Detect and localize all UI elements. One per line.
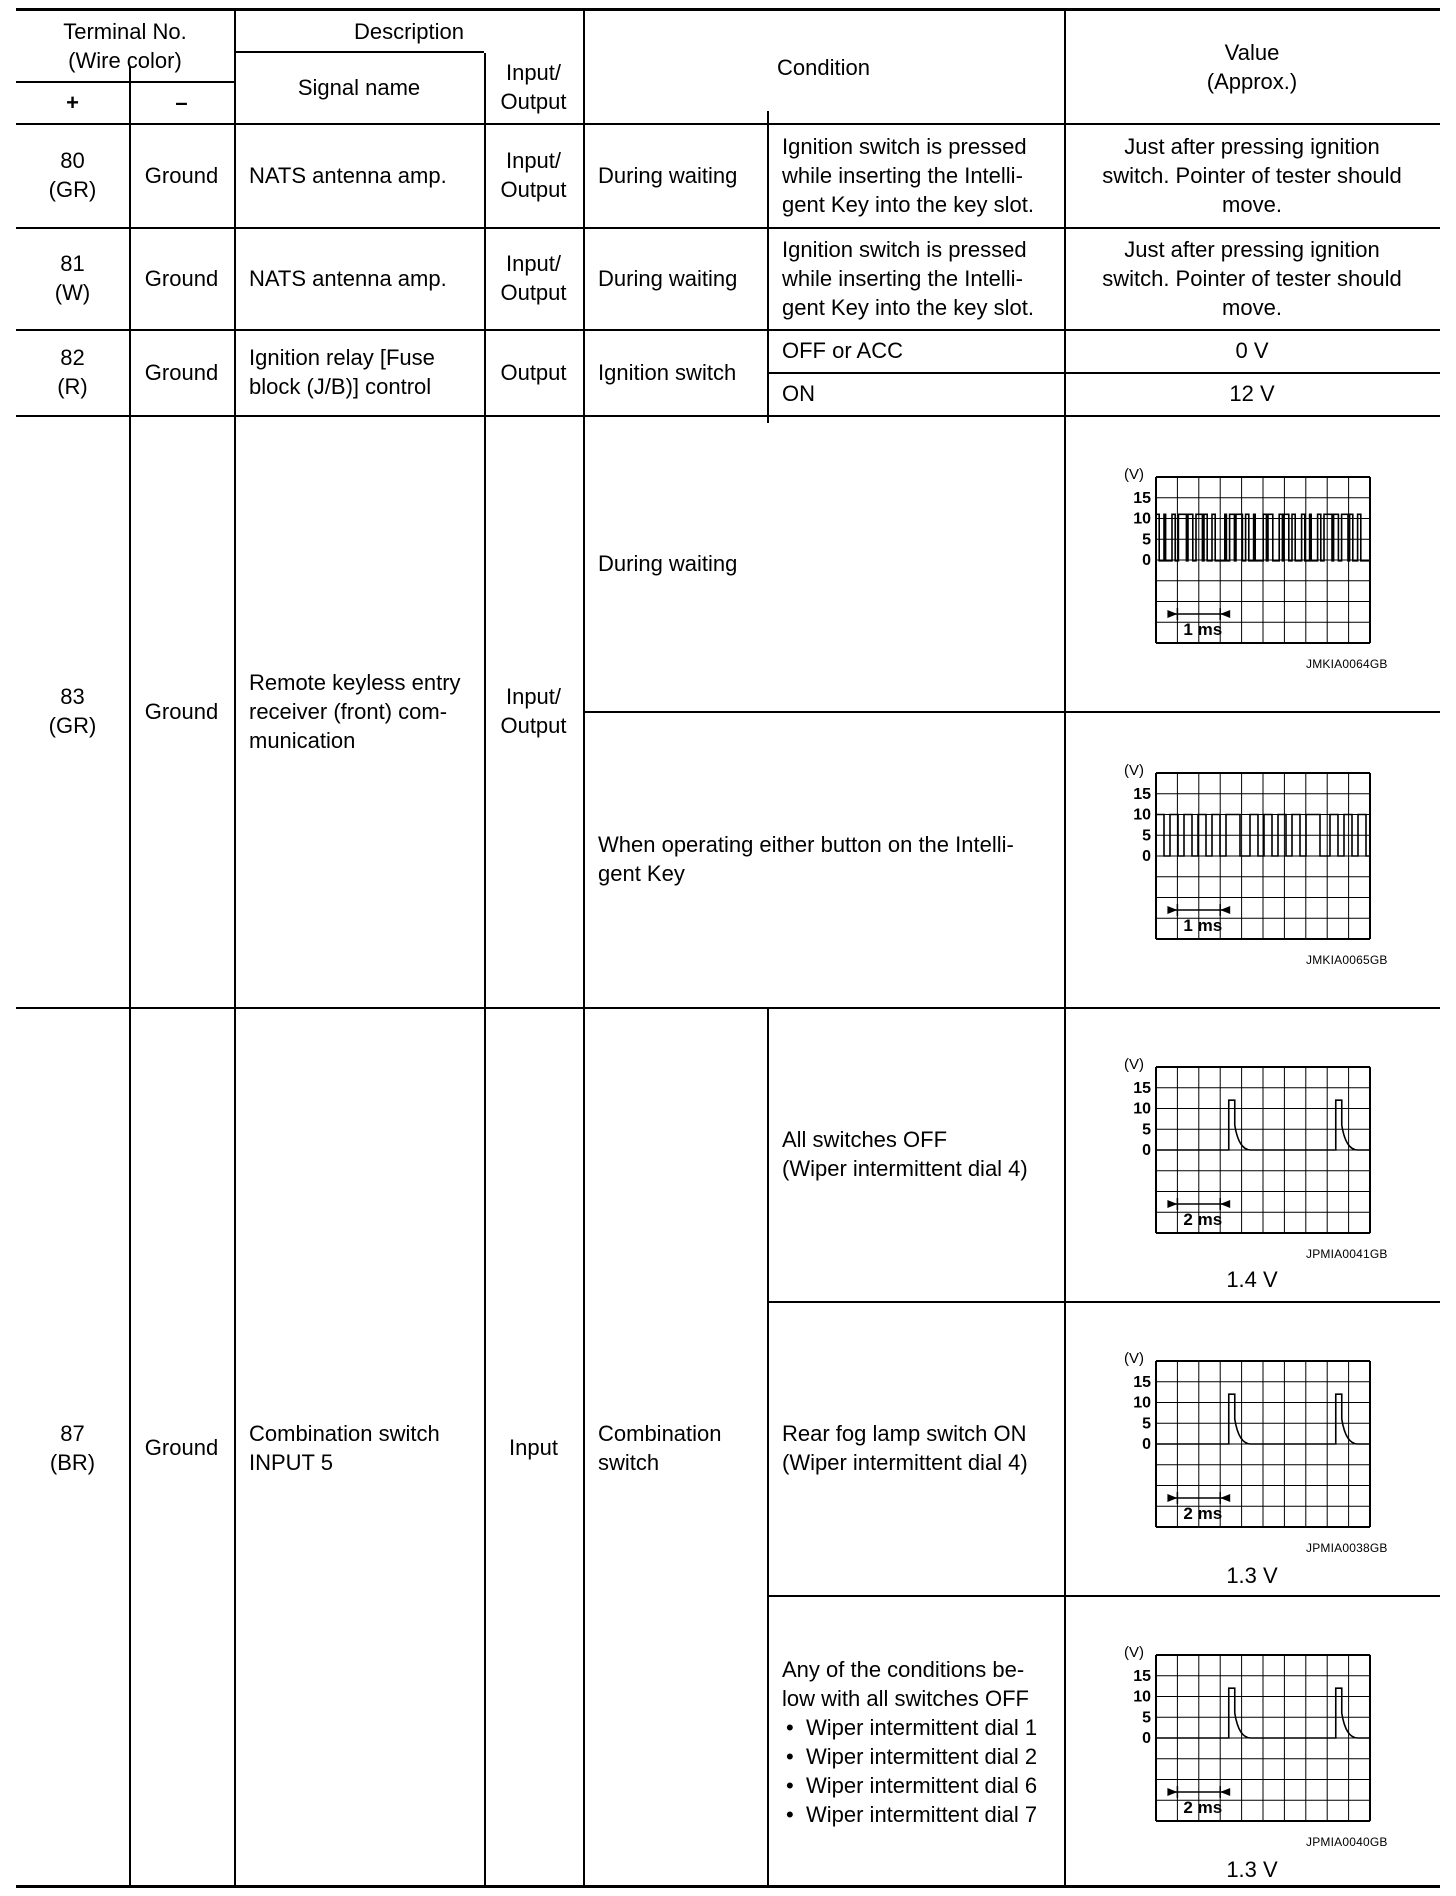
axis-tick-label: 10	[1133, 1394, 1151, 1412]
oscilloscope-svg	[1106, 759, 1386, 953]
condition-main: Combination switch	[598, 1420, 722, 1475]
signal-name: NATS antenna amp.	[249, 265, 447, 291]
terminal-number: 82 (R)	[57, 345, 88, 399]
condition-detail: OFF or ACC	[782, 338, 904, 363]
terminal-number: 80 (GR)	[48, 148, 97, 202]
terminal-minus: Ground	[144, 265, 219, 291]
axis-tick-label: 5	[1142, 1709, 1151, 1727]
time-marker-arrow	[1167, 906, 1177, 914]
header-condition: Condition	[777, 54, 870, 80]
bullet-item: • Wiper intermittent dial 6	[782, 1771, 1037, 1800]
terminal-table	[16, 8, 1440, 1888]
terminal-minus: Ground	[144, 162, 219, 188]
value-text: Just after pressing ignition switch. Pointer of tester should move.	[1102, 236, 1402, 320]
terminal-minus: Ground	[144, 359, 219, 385]
time-marker-arrow	[1167, 1788, 1177, 1796]
axis-unit: (V)	[1124, 1056, 1144, 1073]
condition-detail: Ignition switch is pressed while inserting the Intelli- gent Key into the key slot.	[782, 236, 1034, 320]
input-output: Input/ Output	[500, 684, 567, 738]
time-div-label: 2 ms	[1183, 1797, 1223, 1817]
value-text: 0 V	[1235, 338, 1269, 363]
oscilloscope-figure	[1106, 1053, 1386, 1252]
axis-tick-label: 5	[1142, 1121, 1151, 1139]
oscilloscope-svg	[1106, 1347, 1386, 1541]
value-text: 12 V	[1229, 381, 1275, 406]
axis-tick-label: 10	[1133, 1100, 1151, 1118]
condition-detail: Rear fog lamp switch ON (Wiper intermittent dial 4)	[782, 1421, 1028, 1475]
oscilloscope-svg	[1106, 1641, 1386, 1835]
header-plus: +	[66, 89, 79, 115]
condition-main: During waiting	[598, 162, 738, 188]
signal-name: Remote keyless entry receiver (front) com- munication	[249, 669, 461, 753]
oscilloscope-figure	[1106, 463, 1386, 662]
condition-bullets	[782, 1713, 1037, 1829]
axis-unit: (V)	[1124, 466, 1144, 483]
header-terminal-no: Terminal No. (Wire color)	[63, 19, 187, 73]
axis-tick-label: 5	[1142, 531, 1151, 549]
figure-code: JPMIA0041GB	[1306, 1247, 1388, 1261]
time-marker-arrow	[1167, 1494, 1177, 1502]
axis-tick-label: 0	[1142, 1436, 1151, 1453]
terminal-minus: Ground	[144, 1435, 219, 1460]
time-div-label: 2 ms	[1183, 1503, 1223, 1523]
bullet-item: • Wiper intermittent dial 2	[782, 1742, 1037, 1771]
oscilloscope-figure	[1106, 759, 1386, 958]
oscilloscope-svg	[1106, 463, 1386, 657]
time-marker-arrow	[1220, 1788, 1230, 1796]
signal-name: Combination switch INPUT 5	[249, 1420, 440, 1475]
axis-tick-label: 0	[1142, 848, 1151, 865]
condition-detail: ON	[782, 381, 815, 406]
time-marker-arrow	[1220, 610, 1230, 618]
input-output: Input	[509, 1435, 558, 1460]
condition-detail: All switches OFF (Wiper intermittent dial 4)	[782, 1127, 1028, 1181]
condition-detail: During waiting	[598, 550, 738, 576]
axis-unit: (V)	[1124, 1350, 1144, 1367]
time-marker-arrow	[1220, 906, 1230, 914]
signal-name: Ignition relay [Fuse block (J/B)] control	[249, 345, 435, 399]
bullet-item: • Wiper intermittent dial 1	[782, 1713, 1037, 1742]
time-marker-arrow	[1220, 1200, 1230, 1208]
axis-unit: (V)	[1124, 1644, 1144, 1661]
axis-tick-label: 5	[1142, 827, 1151, 845]
value-text: Just after pressing ignition switch. Pointer of tester should move.	[1102, 133, 1402, 217]
input-output: Input/ Output	[500, 148, 567, 202]
terminal-number: 83 (GR)	[48, 684, 97, 738]
oscilloscope-svg	[1106, 1053, 1386, 1247]
input-output: Output	[500, 359, 567, 385]
axis-tick-label: 15	[1133, 1667, 1151, 1685]
terminal-minus: Ground	[144, 698, 219, 724]
axis-unit: (V)	[1124, 762, 1144, 779]
waveform	[1156, 514, 1370, 560]
value-voltage: 1.3 V	[1226, 1563, 1278, 1588]
figure-code: JPMIA0040GB	[1306, 1835, 1388, 1849]
axis-tick-label: 15	[1133, 1079, 1151, 1097]
time-marker-arrow	[1167, 610, 1177, 618]
header-minus: –	[175, 89, 188, 115]
figure-code: JMKIA0064GB	[1306, 657, 1388, 671]
header-input-output: Input/ Output	[500, 60, 567, 114]
bullet-item: • Wiper intermittent dial 7	[782, 1800, 1037, 1829]
axis-tick-label: 5	[1142, 1415, 1151, 1433]
axis-tick-label: 15	[1133, 785, 1151, 803]
axis-tick-label: 10	[1133, 806, 1151, 824]
condition-detail	[767, 1595, 1064, 1888]
condition-main: Ignition switch	[598, 359, 737, 385]
figure-code: JMKIA0065GB	[1306, 953, 1388, 967]
header-description: Description	[353, 18, 465, 44]
axis-tick-label: 10	[1133, 1688, 1151, 1706]
axis-tick-label: 0	[1142, 552, 1151, 569]
axis-tick-label: 10	[1133, 510, 1151, 528]
header-value: Value (Approx.)	[1206, 40, 1298, 94]
time-div-label: 1 ms	[1183, 915, 1223, 935]
axis-tick-label: 15	[1133, 489, 1151, 507]
input-output: Input/ Output	[500, 251, 567, 305]
time-marker-arrow	[1220, 1494, 1230, 1502]
time-div-label: 1 ms	[1183, 619, 1223, 639]
oscilloscope-figure	[1106, 1347, 1386, 1546]
header-signal-name: Signal name	[297, 74, 421, 100]
condition-intro: Any of the conditions be- low with all switches OFF	[782, 1656, 1029, 1711]
figure-code: JPMIA0038GB	[1306, 1541, 1388, 1555]
axis-tick-label: 0	[1142, 1142, 1151, 1159]
condition-main: During waiting	[598, 265, 738, 291]
value-voltage: 1.4 V	[1226, 1267, 1278, 1292]
terminal-number: 81 (W)	[54, 251, 91, 305]
time-div-label: 2 ms	[1183, 1209, 1223, 1229]
terminal-number: 87 (BR)	[49, 1420, 96, 1475]
axis-tick-label: 0	[1142, 1730, 1151, 1747]
time-marker-arrow	[1167, 1200, 1177, 1208]
signal-name: NATS antenna amp.	[249, 162, 447, 188]
axis-tick-label: 15	[1133, 1373, 1151, 1391]
oscilloscope-figure	[1106, 1641, 1386, 1840]
condition-detail: When operating either button on the Intelli- gent Key	[598, 832, 1014, 886]
condition-detail: Ignition switch is pressed while inserting the Intelli- gent Key into the key slot.	[782, 133, 1034, 217]
value-voltage: 1.3 V	[1226, 1857, 1278, 1882]
